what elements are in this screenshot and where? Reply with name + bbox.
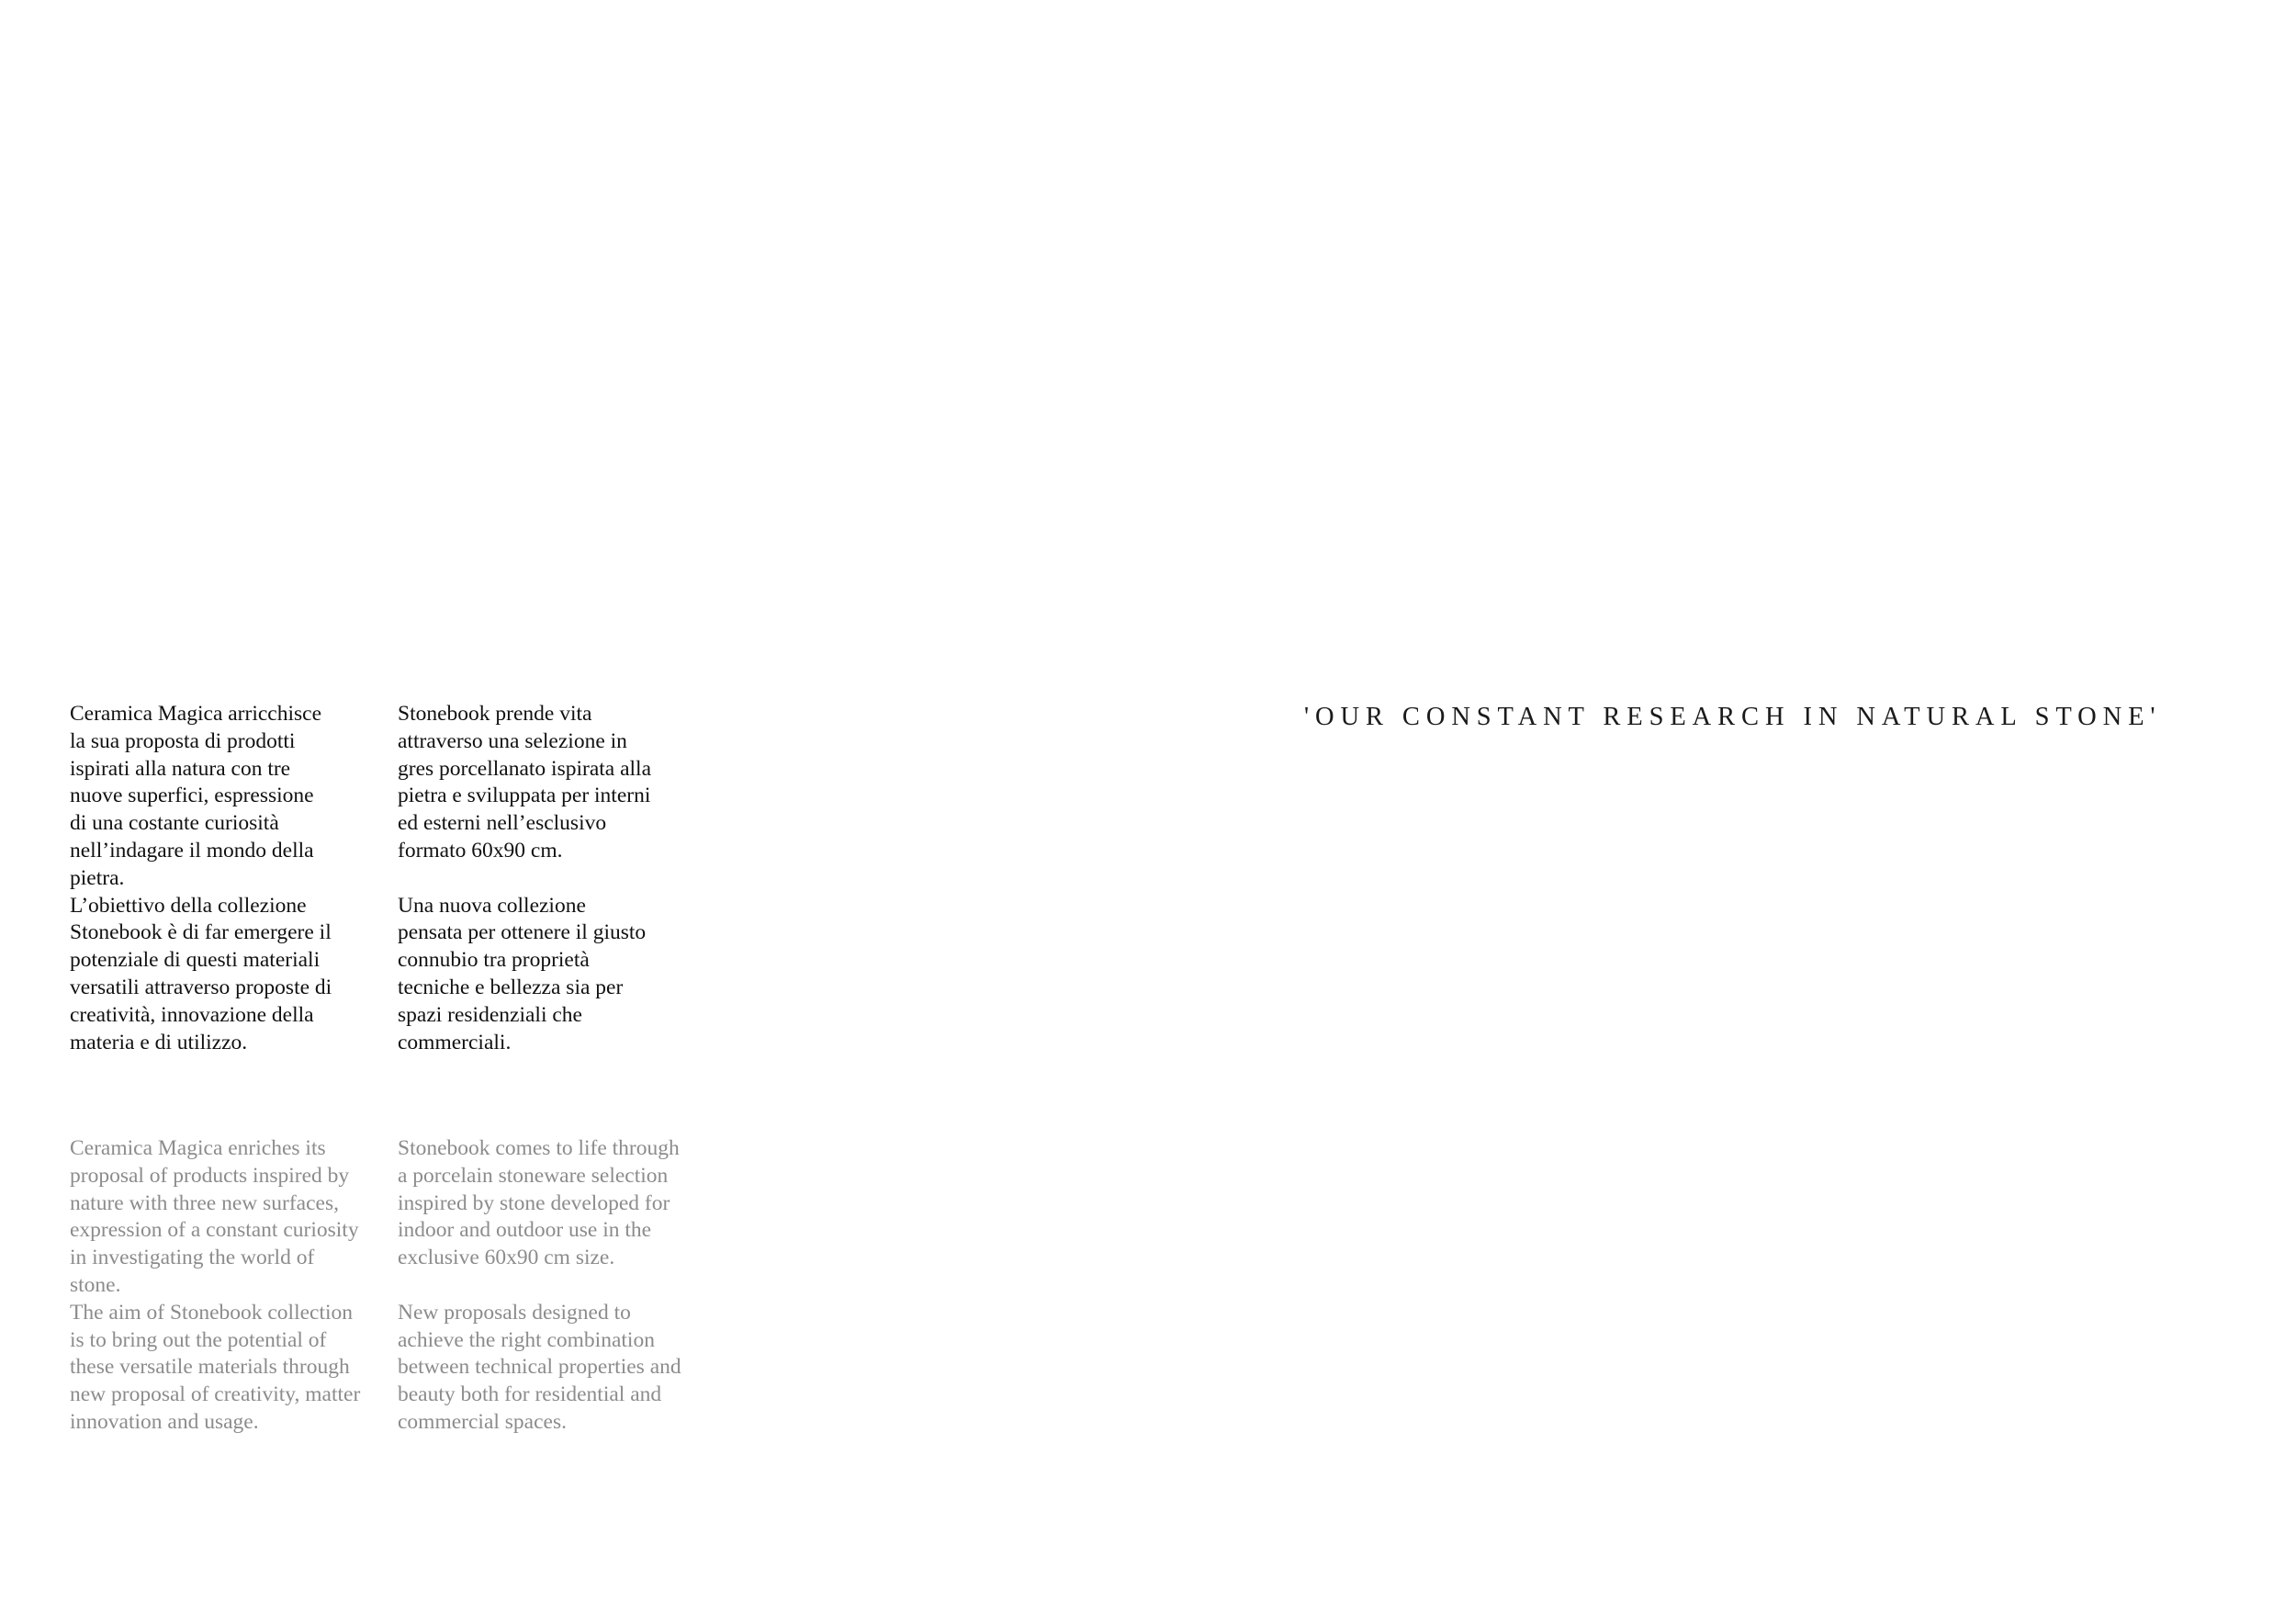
english-text-column-left: Ceramica Magica enriches its proposal of products inspired by nature with three new surfaces, expression of a constant curiosity in investigating the world of stone. The aim of Stonebook collection is to bring out the potential of these versatile materials through new proposal of creativity, matter innovation and usage. [70,1136,361,1434]
italian-text-column-left: Ceramica Magica arricchisce la sua proposta di prodotti ispirati alla natura con tre nuove superfici, espressione di una costante curiosità nell’indagare il mondo della pietra. L’obiettivo della collezione Stonebook è di far emergere il potenziale di questi materiali versatili attraverso proposte di creatività, innovazione della materia e di utilizzo. [70,702,332,1054]
italian-text-column-right: Stonebook prende vita attraverso una selezione in gres porcellanato ispirata alla pietra e sviluppata per interni ed esterni nell’esclusivo formato 60x90 cm. Una nuova collezione pensata per ottenere il giusto connubio tra proprietà tecniche e bellezza sia per spazi residenziali che commerciali. [398,702,651,1054]
quote-heading: 'OUR CONSTANT RESEARCH IN NATURAL STONE' [1304,703,2162,731]
english-text-column-right: Stonebook comes to life through a porcelain stoneware selection inspired by stone developed for indoor and outdoor use in the exclusive 60x90 cm size. New proposals designed to achieve the right combination between technical properties and beauty both for residential and commercial spaces. [398,1136,681,1434]
